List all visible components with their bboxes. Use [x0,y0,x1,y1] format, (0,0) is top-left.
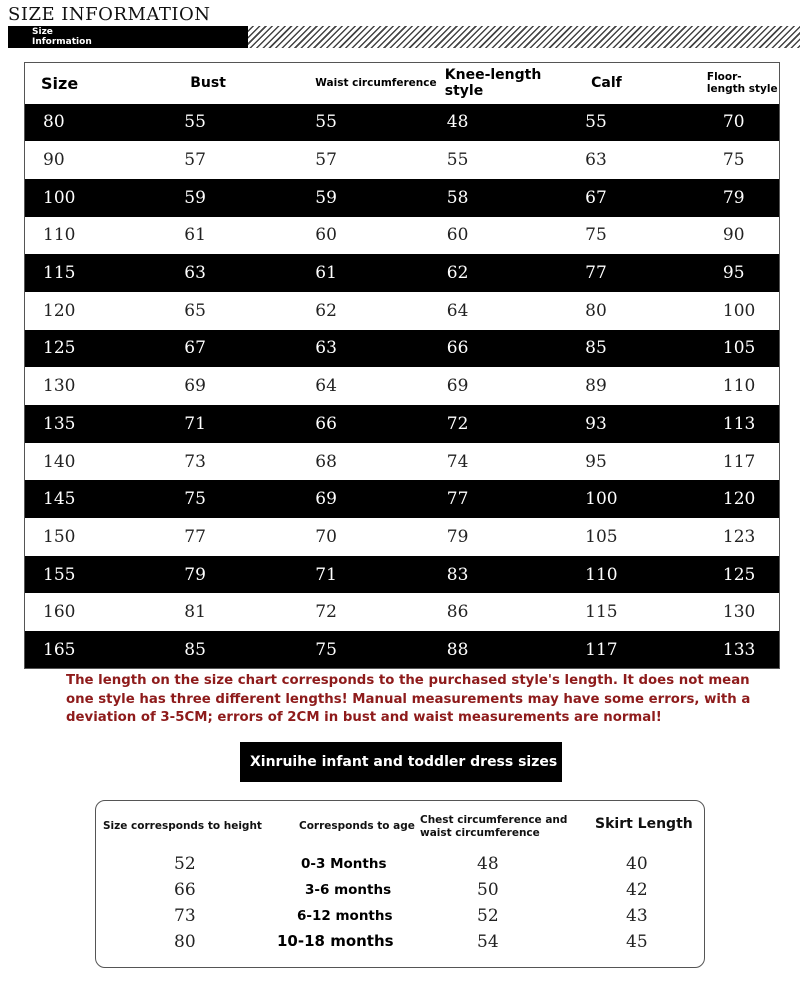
size-table-row [25,179,780,217]
dress-height: 73 [174,906,196,926]
header-floor-length: Floor-length style [706,71,778,96]
cell-calf: 117 [571,631,707,669]
cell-calf: 75 [571,217,707,255]
cell-bust: 67 [178,330,315,368]
cell-bust: 63 [178,254,315,292]
dress-height: 66 [174,880,196,900]
size-table-header [25,63,780,104]
cell-size: 165 [25,631,179,669]
dress-chest-waist: 50 [477,880,499,900]
cell-size: 100 [25,179,179,217]
cell-knee-length: 88 [445,631,571,669]
cell-floor-length: 123 [707,518,780,556]
dress-table-title: Xinruihe infant and toddler dress sizes [240,742,562,782]
cell-floor-length: 130 [707,593,780,631]
cell-knee-length: 69 [445,367,571,405]
cell-knee-length: 66 [445,330,571,368]
cell-calf: 95 [571,443,707,481]
dress-header-chest-waist: Chest circumference and waist circumference [420,814,568,839]
cell-knee-length: 72 [445,405,571,443]
size-table-row [25,405,780,443]
cell-knee-length: 83 [445,556,571,594]
cell-calf: 77 [571,254,707,292]
dress-height: 80 [174,932,196,952]
cell-size: 130 [25,367,179,405]
cell-size: 140 [25,443,179,481]
dress-chest-waist: 54 [477,932,499,952]
cell-floor-length: 133 [707,631,780,669]
size-table-row [25,593,780,631]
size-table-row [25,631,780,669]
cell-bust: 59 [178,179,315,217]
cell-calf: 85 [571,330,707,368]
cell-size: 90 [25,141,179,179]
dress-header-height: Size corresponds to height [103,820,262,832]
size-table-row [25,480,780,518]
cell-waist: 70 [315,518,444,556]
cell-size: 150 [25,518,179,556]
cell-floor-length: 113 [707,405,780,443]
cell-floor-length: 70 [707,104,780,142]
cell-knee-length: 64 [445,292,571,330]
cell-calf: 100 [571,480,707,518]
dress-skirt-length: 45 [626,932,648,952]
cell-floor-length: 95 [707,254,780,292]
cell-calf: 63 [571,141,707,179]
size-table-row [25,556,780,594]
cell-waist: 72 [315,593,444,631]
cell-floor-length: 120 [707,480,780,518]
size-table-row [25,330,780,368]
cell-waist: 63 [315,330,444,368]
cell-bust: 85 [178,631,315,669]
cell-bust: 55 [178,104,315,142]
cell-knee-length: 74 [445,443,571,481]
cell-floor-length: 117 [707,443,780,481]
header-waist: Waist circumference [315,77,437,90]
measurement-note: The length on the size chart corresponds to the purchased style's length. It does not mean one style has three different lengths! Manual measurements may have some errors, with a deviation of 3-5CM; errors of 2CM in bust and waist measurements are normal! [66,673,751,725]
cell-bust: 57 [178,141,315,179]
cell-floor-length: 110 [707,367,780,405]
cell-bust: 73 [178,443,315,481]
dress-header-skirt-length: Skirt Length [595,816,693,832]
cell-size: 115 [25,254,179,292]
cell-bust: 61 [178,217,315,255]
cell-waist: 61 [315,254,444,292]
cell-waist: 55 [315,104,444,142]
cell-calf: 105 [571,518,707,556]
cell-floor-length: 75 [707,141,780,179]
dress-height: 52 [174,854,196,874]
size-table-row [25,518,780,556]
cell-calf: 115 [571,593,707,631]
cell-bust: 65 [178,292,315,330]
cell-knee-length: 48 [445,104,571,142]
cell-floor-length: 90 [707,217,780,255]
dress-skirt-length: 43 [626,906,648,926]
dress-skirt-length: 42 [626,880,648,900]
size-table-row [25,217,780,255]
dress-age: 3-6 months [305,882,392,898]
cell-floor-length: 105 [707,330,780,368]
cell-bust: 79 [178,556,315,594]
header-size: Size [41,73,79,93]
header-knee-length: Knee-length style [444,67,542,100]
dress-age: 0-3 Months [301,856,387,872]
cell-floor-length: 100 [707,292,780,330]
cell-waist: 62 [315,292,444,330]
cell-size: 160 [25,593,179,631]
cell-waist: 75 [315,631,444,669]
dress-age: 10-18 months [277,932,394,950]
cell-knee-length: 58 [445,179,571,217]
cell-waist: 71 [315,556,444,594]
header-calf: Calf [591,75,622,92]
cell-size: 80 [25,104,179,142]
cell-calf: 110 [571,556,707,594]
size-table-row [25,367,780,405]
cell-bust: 77 [178,518,315,556]
size-table-row [25,254,780,292]
cell-knee-length: 86 [445,593,571,631]
size-table [24,62,780,669]
subtitle-line-2: Information [32,37,92,47]
cell-calf: 80 [571,292,707,330]
page-title: SIZE INFORMATION [8,4,211,25]
header-bust: Bust [190,75,226,92]
cell-bust: 75 [178,480,315,518]
cell-knee-length: 79 [445,518,571,556]
dress-skirt-length: 40 [626,854,648,874]
cell-calf: 67 [571,179,707,217]
cell-knee-length: 62 [445,254,571,292]
size-table-row [25,104,780,142]
cell-size: 145 [25,480,179,518]
cell-waist: 59 [315,179,444,217]
cell-waist: 69 [315,480,444,518]
cell-waist: 66 [315,405,444,443]
decorative-hatch-stripe [248,26,800,48]
size-table-row [25,292,780,330]
size-table-row [25,443,780,481]
size-table-body [25,104,780,669]
cell-knee-length: 77 [445,480,571,518]
cell-size: 135 [25,405,179,443]
cell-floor-length: 125 [707,556,780,594]
cell-floor-length: 79 [707,179,780,217]
dress-chest-waist: 48 [477,854,499,874]
size-table-row [25,141,780,179]
cell-calf: 89 [571,367,707,405]
subtitle-line-1: Size [32,27,53,37]
subtitle-banner [8,26,248,48]
cell-knee-length: 55 [445,141,571,179]
cell-bust: 71 [178,405,315,443]
cell-calf: 55 [571,104,707,142]
cell-bust: 81 [178,593,315,631]
cell-bust: 69 [178,367,315,405]
cell-knee-length: 60 [445,217,571,255]
cell-size: 155 [25,556,179,594]
cell-size: 110 [25,217,179,255]
dress-age: 6-12 months [297,908,393,924]
cell-waist: 60 [315,217,444,255]
cell-size: 120 [25,292,179,330]
dress-size-table [95,800,705,968]
cell-calf: 93 [571,405,707,443]
dress-header-age: Corresponds to age [299,820,415,832]
cell-waist: 68 [315,443,444,481]
cell-waist: 64 [315,367,444,405]
cell-size: 125 [25,330,179,368]
dress-chest-waist: 52 [477,906,499,926]
cell-waist: 57 [315,141,444,179]
